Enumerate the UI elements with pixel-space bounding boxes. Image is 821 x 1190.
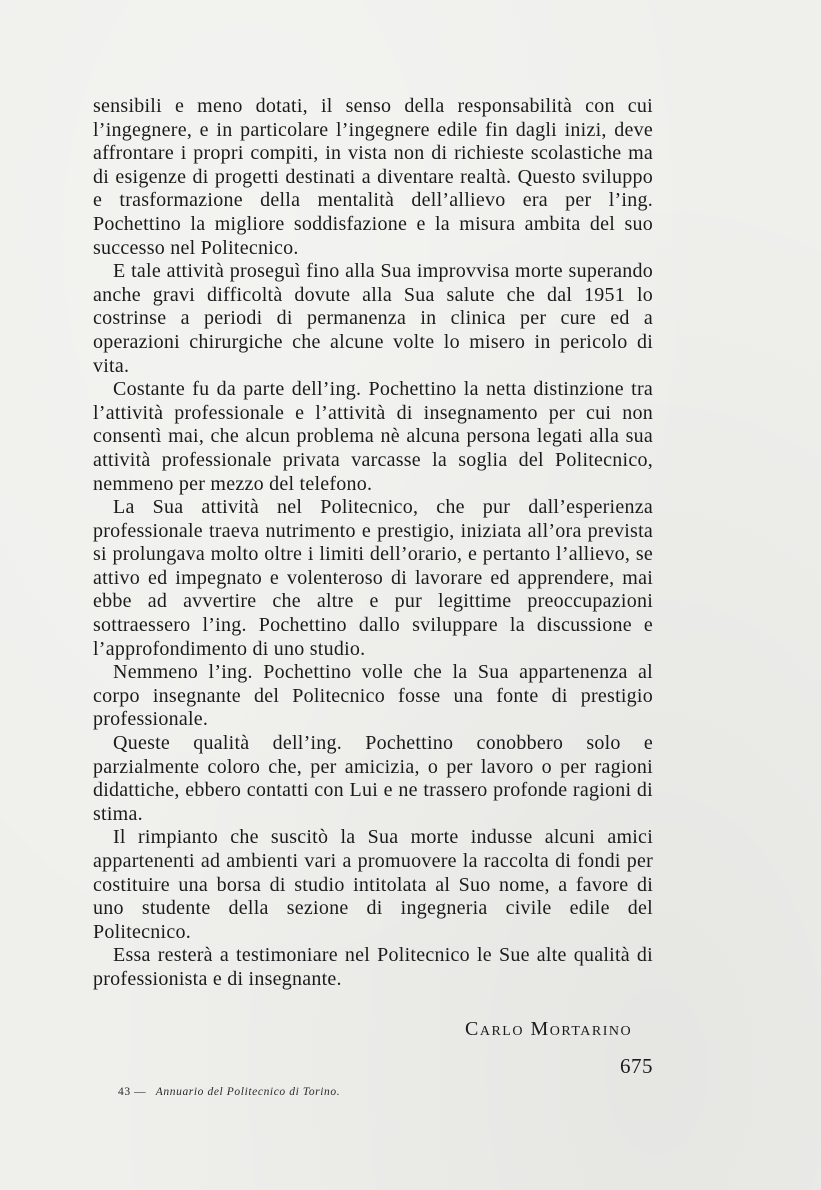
signature-mark: 43 — — [118, 1086, 147, 1098]
paragraph: La Sua attività nel Politecnico, che pur dall’esperienza professionale traeva nutrimento e prestigio, iniziata all’ora prevista si prolungava molto oltre i limiti dell’orario, e pertanto l’allievo, se attivo ed impegnato e volenteroso di lavorare ed apprendere, mai ebbe ad avvertire che altre e pur legittime preoccupazioni sottraessero l’ing. Pochettino dallo sviluppare la discussione e l’approfondimento di uno studio. — [93, 496, 653, 660]
page-number: 675 — [620, 1054, 653, 1078]
paragraph: E tale attività proseguì fino alla Sua improvvisa morte superando anche gravi difficoltà dovute alla Sua salute che dal 1951 lo costrinse a periodi di permanenza in clinica per cure ed a operazioni chirurgiche che alcune volte lo misero in pericolo di vita. — [93, 260, 653, 377]
paragraph: Nemmeno l’ing. Pochettino volle che la Sua appartenenza al corpo insegnante del Politecnico fosse una fonte di prestigio professionale. — [93, 661, 653, 731]
footer-note — [118, 1086, 340, 1098]
body-text — [93, 95, 653, 992]
publication-title: Annuario del Politecnico di Torino. — [155, 1086, 341, 1098]
paragraph: Essa resterà a testimoniare nel Politecnico le Sue alte qualità di professionista e di insegnante. — [93, 944, 653, 990]
author-signature: Carlo Mortarino — [465, 1018, 633, 1040]
paragraph: Il rimpianto che suscitò la Sua morte indusse alcuni amici appartenenti ad ambienti vari a promuovere la raccolta di fondi per costituire una borsa di studio intitolata al Suo nome, a favore di uno studente della sezione di ingegneria civile edile del Politecnico. — [93, 826, 653, 943]
paragraph-continuation: sensibili e meno dotati, il senso della responsabilità con cui l’ingegnere, e in particolare l’ingegnere edile fin dagli inizi, deve affrontare i propri compiti, in vista non di richieste scolastiche ma di esigenze di progetti destinati a diventare realtà. Questo sviluppo e trasformazione della mentalità dell’allievo era per l’ing. Pochettino la migliore soddisfazione e la misura ambita del suo successo nel Politecnico. — [93, 95, 653, 259]
paragraph: Costante fu da parte dell’ing. Pochettino la netta distinzione tra l’attività professionale e l’attività di insegnamento per cui non consentì mai, che alcun problema nè alcuna persona legati alla sua attività professionale privata varcasse la soglia del Politecnico, nemmeno per mezzo del telefono. — [93, 378, 653, 495]
paragraph: Queste qualità dell’ing. Pochettino conobbero solo e parzialmente coloro che, per amicizia, o per lavoro o per ragioni didattiche, ebbero contatti con Lui e ne trassero profonde ragioni di stima. — [93, 732, 653, 825]
